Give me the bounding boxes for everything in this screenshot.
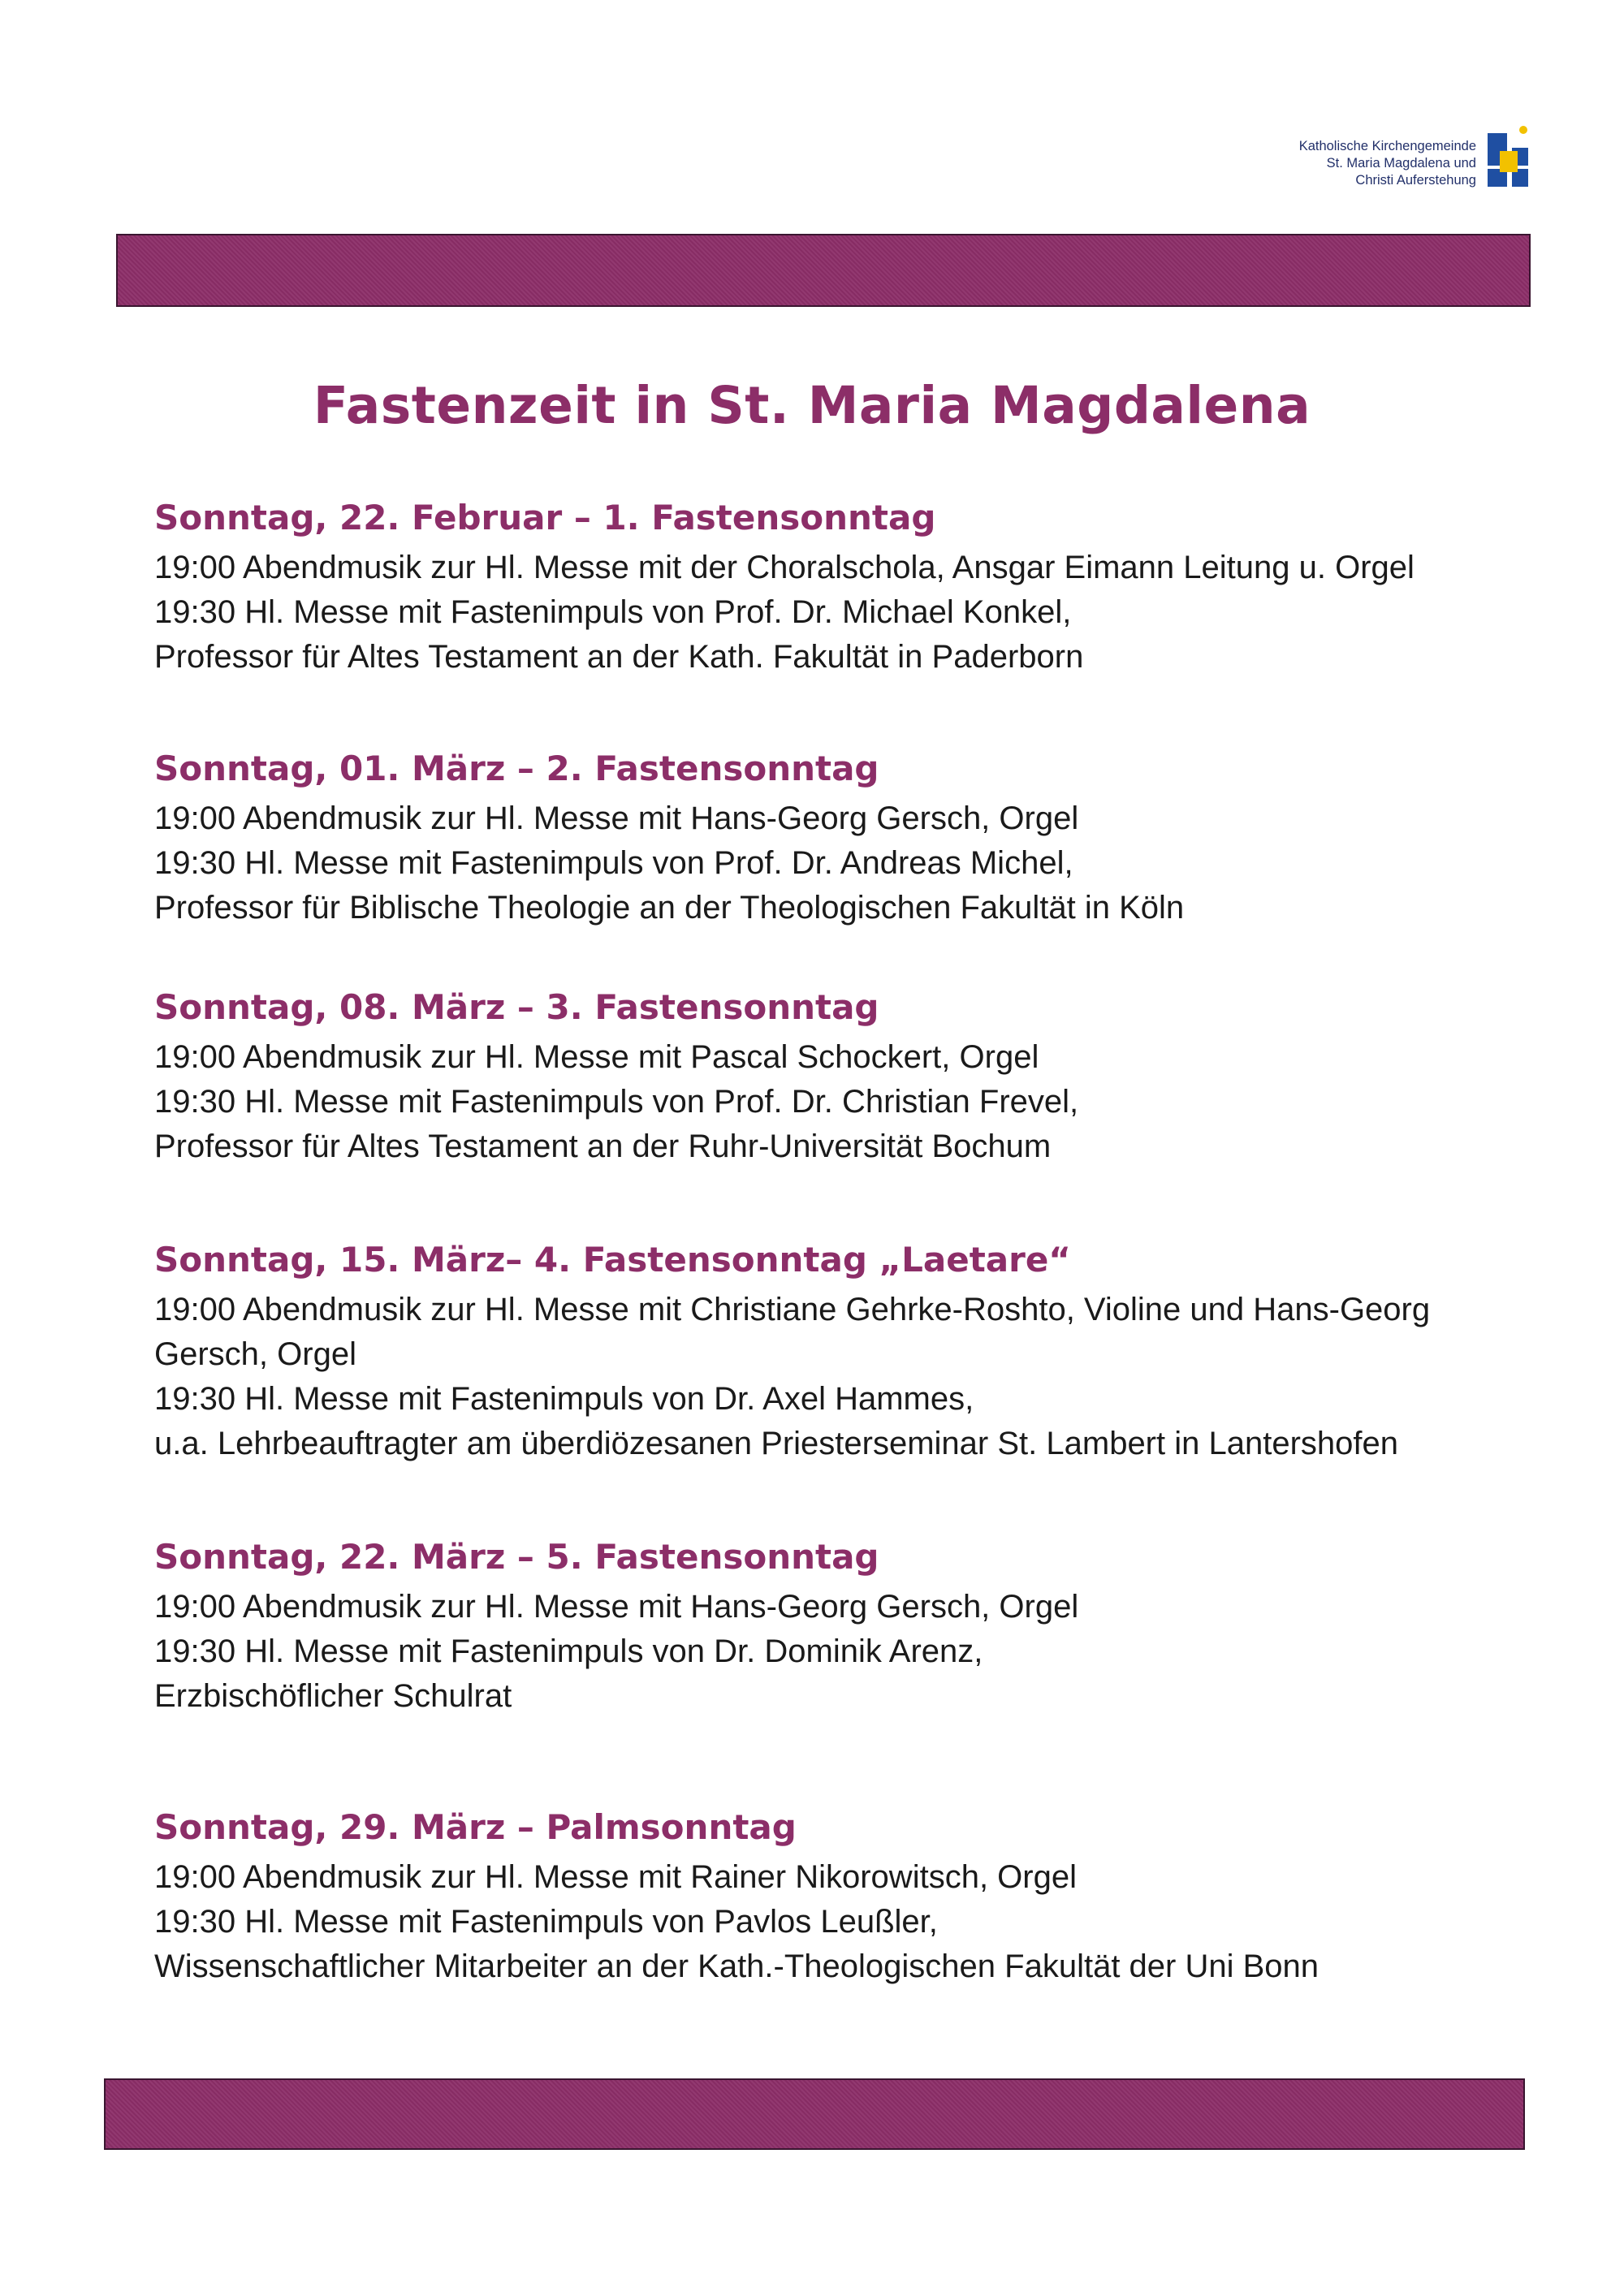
- event-block: [154, 498, 1535, 680]
- event-block: [154, 1537, 1535, 1719]
- event-line: 19:00 Abendmusik zur Hl. Messe mit Christiane Gehrke-Roshto, Violine und Hans-Georg Gersch, Orgel: [154, 1292, 1431, 1372]
- event-heading: Sonntag, 15. März– 4. Fastensonntag „Laetare“: [154, 1240, 1071, 1280]
- event-line: Professor für Biblische Theologie an der Theologischen Fakultät in Köln: [154, 890, 1185, 926]
- event-line: 19:00 Abendmusik zur Hl. Messe mit Pascal Schockert, Orgel: [154, 1039, 1039, 1075]
- event-block: [154, 1807, 1535, 1989]
- parish-name-line-3: Christi Auferstehung: [1355, 173, 1476, 188]
- event-heading: Sonntag, 22. März – 5. Fastensonntag: [154, 1537, 879, 1577]
- page-title: Fastenzeit in St. Maria Magdalena: [313, 376, 1311, 435]
- top-color-band: [116, 234, 1531, 307]
- event-line: Erzbischöflicher Schulrat: [154, 1678, 512, 1714]
- event-block: [154, 987, 1535, 1169]
- event-line: 19:00 Abendmusik zur Hl. Messe mit Rainer Nikorowitsch, Orgel: [154, 1859, 1077, 1895]
- event-line: 19:00 Abendmusik zur Hl. Messe mit Hans-Georg Gersch, Orgel: [154, 801, 1079, 836]
- event-line: 19:30 Hl. Messe mit Fastenimpuls von Pavlos Leußler,: [154, 1904, 938, 1940]
- event-line: 19:00 Abendmusik zur Hl. Messe mit Hans-Georg Gersch, Orgel: [154, 1589, 1079, 1625]
- event-line: 19:30 Hl. Messe mit Fastenimpuls von Dr. Dominik Arenz,: [154, 1634, 983, 1669]
- event-line: Wissenschaftlicher Mitarbeiter an der Kath.-Theologischen Fakultät der Uni Bonn: [154, 1949, 1320, 1984]
- bottom-color-band: [104, 2078, 1525, 2150]
- parish-logo: [1299, 115, 1528, 196]
- parish-name: [1299, 138, 1476, 189]
- event-heading: Sonntag, 22. Februar – 1. Fastensonntag: [154, 498, 936, 537]
- event-line: 19:00 Abendmusik zur Hl. Messe mit der Choralschola, Ansgar Eimann Leitung u. Orgel: [154, 550, 1415, 585]
- event-line: 19:30 Hl. Messe mit Fastenimpuls von Prof. Dr. Andreas Michel,: [154, 845, 1073, 881]
- event-line: 19:30 Hl. Messe mit Fastenimpuls von Prof. Dr. Christian Frevel,: [154, 1084, 1079, 1120]
- event-line: 19:30 Hl. Messe mit Fastenimpuls von Prof. Dr. Michael Konkel,: [154, 594, 1072, 630]
- event-line: u.a. Lehrbeauftragter am überdiözesanen Priesterseminar St. Lambert in Lantershofen: [154, 1426, 1398, 1461]
- parish-name-line-2: St. Maria Magdalena und: [1326, 156, 1476, 170]
- parish-name-line-1: Katholische Kirchengemeinde: [1298, 139, 1476, 153]
- event-heading: Sonntag, 08. März – 3. Fastensonntag: [154, 987, 879, 1027]
- event-line: 19:30 Hl. Messe mit Fastenimpuls von Dr. Axel Hammes,: [154, 1381, 974, 1417]
- event-heading: Sonntag, 01. März – 2. Fastensonntag: [154, 749, 879, 788]
- event-block: [154, 749, 1535, 930]
- event-line: Professor für Altes Testament an der Kath. Fakultät in Paderborn: [154, 639, 1084, 675]
- parish-logo-icon: [1488, 115, 1528, 196]
- event-line: Professor für Altes Testament an der Ruhr-Universität Bochum: [154, 1129, 1052, 1164]
- event-heading: Sonntag, 29. März – Palmsonntag: [154, 1807, 797, 1847]
- event-block: [154, 1240, 1486, 1466]
